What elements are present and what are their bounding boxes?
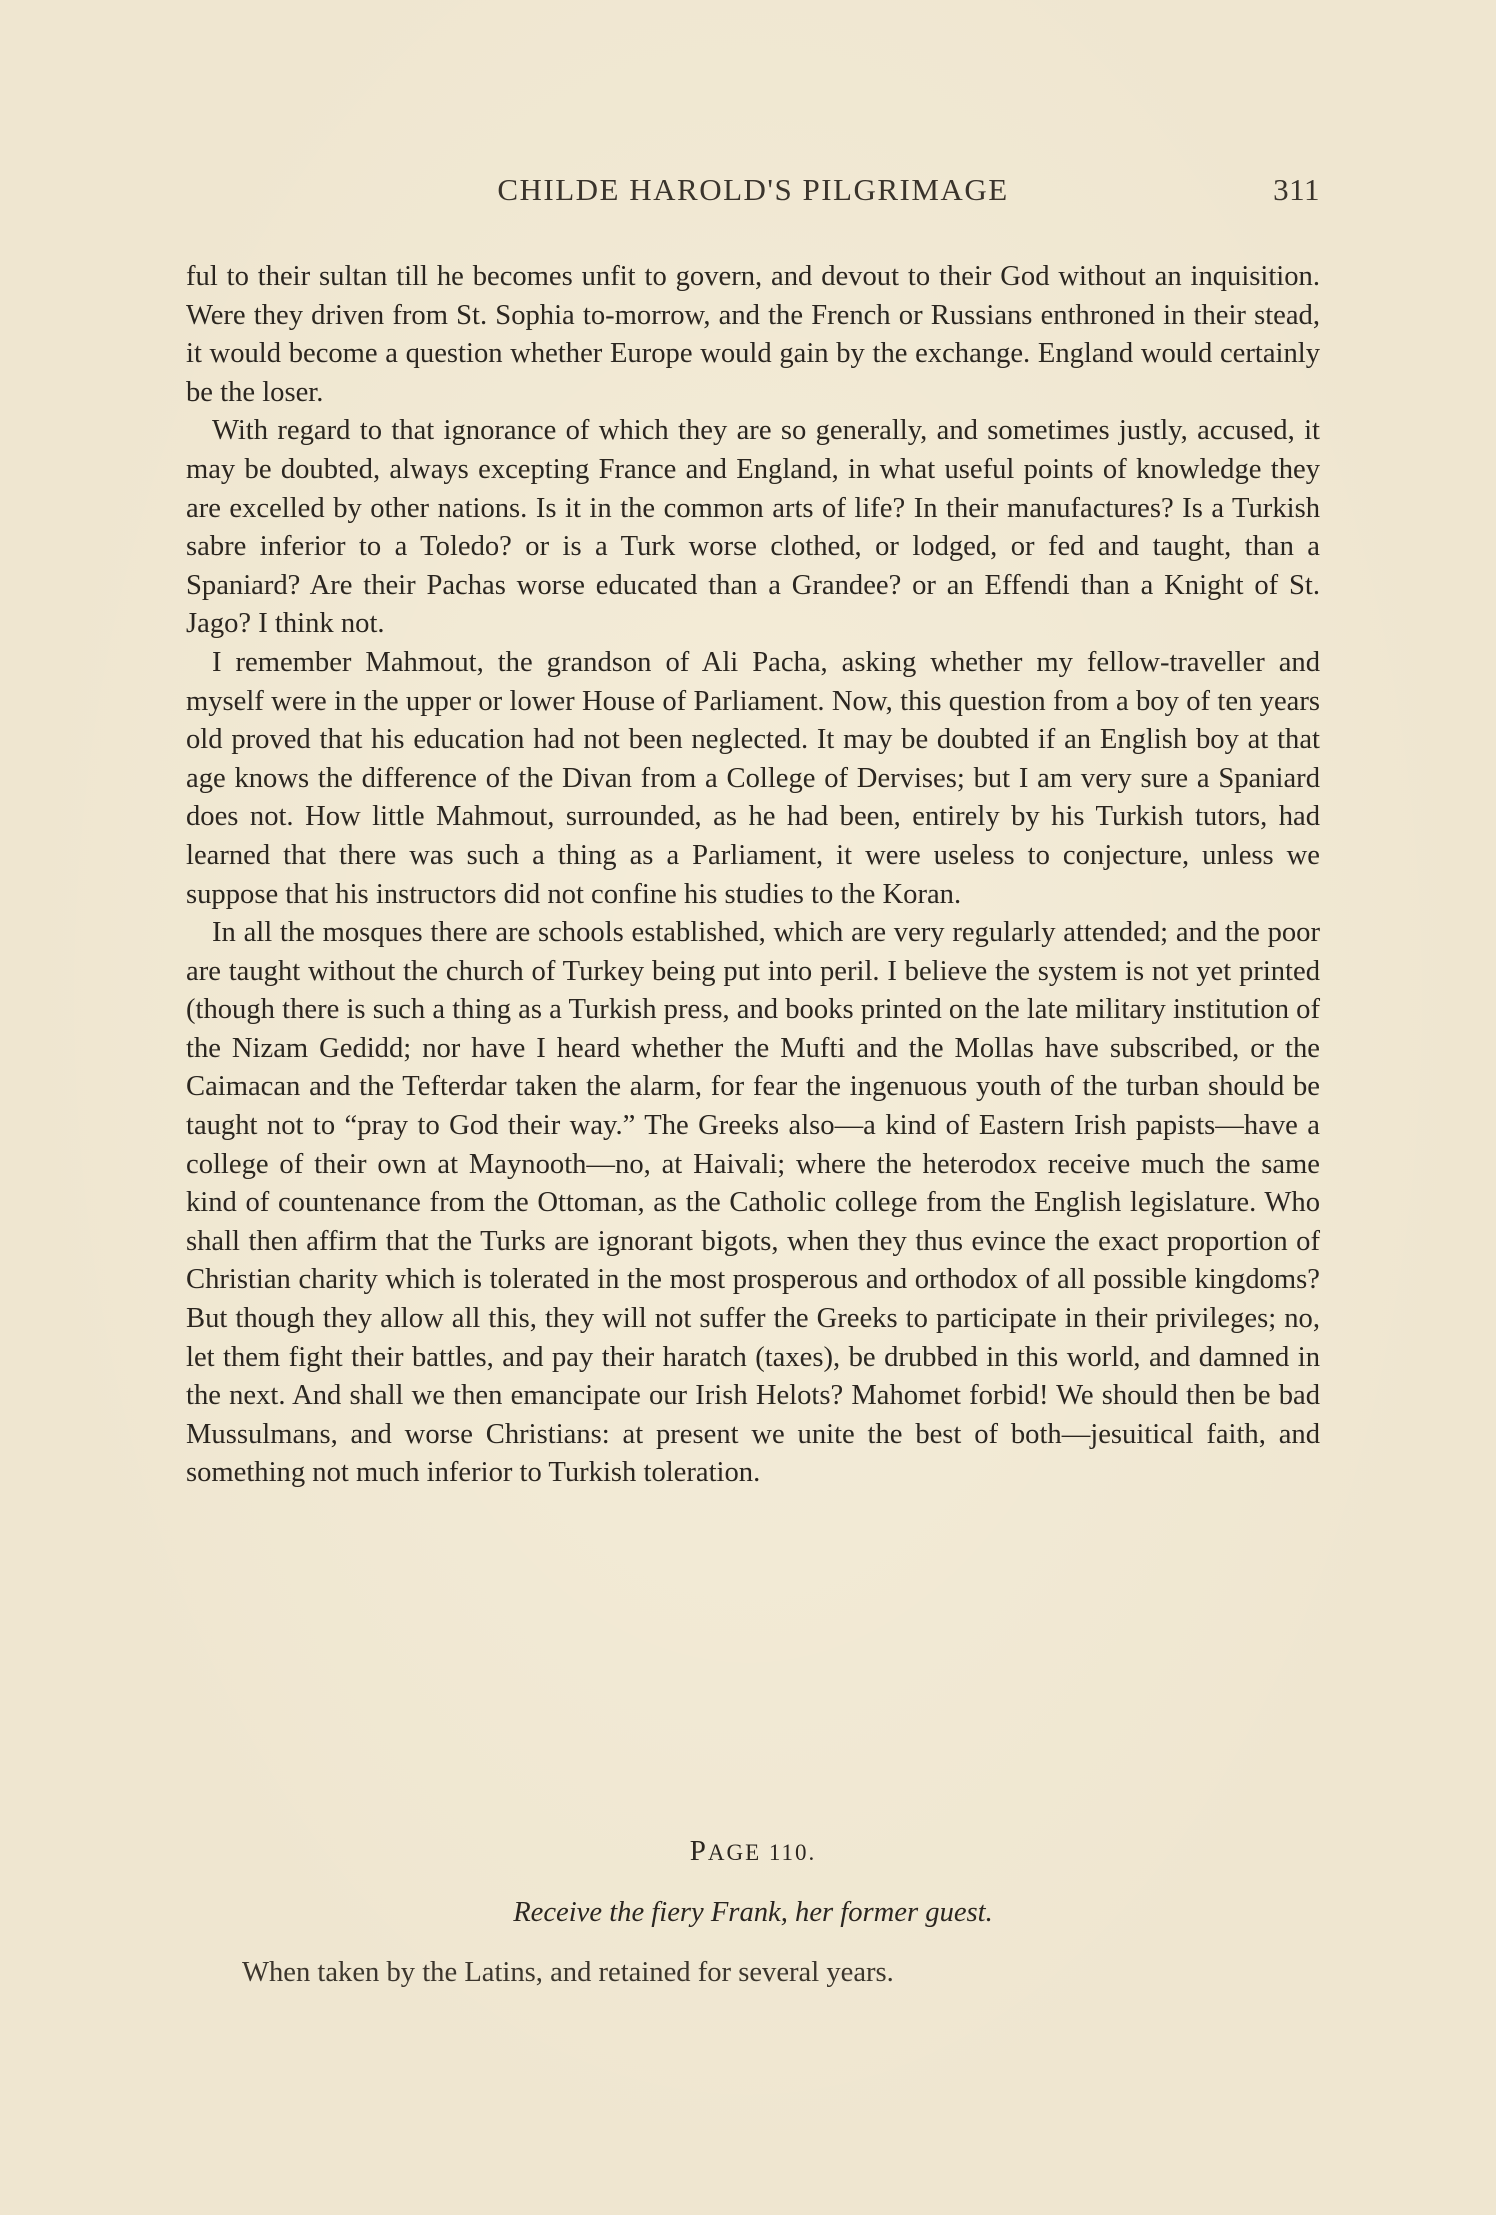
note-text: When taken by the Latins, and retained for several years. <box>242 1957 894 1988</box>
body-text <box>186 258 1320 1493</box>
paragraph-3: I remember Mahmout, the grandson of Ali Pacha, asking whether my fellow-traveller and myself were in the upper or lower House of Parliament. Now, this question from a boy of ten years old proved that his education had not been neglected. It may be doubted if an English boy at that age knows the difference of the Divan from a College of Dervises; but I am very sure a Spaniard does not. How little Mahmout, surrounded, as he had been, entirely by his Turkish tutors, had learned that there was such a thing as a Parliament, it were useless to conjecture, unless we suppose that his instructors did not confine his studies to the Koran. <box>186 646 1320 910</box>
quoted-verse-line: Receive the fiery Frank, her former guest. <box>513 1897 993 1928</box>
paragraph-4: In all the mosques there are schools established, which are very regularly attended; and the poor are taught without the church of Turkey being put into peril. I believe the system is not yet printed (though there is such a thing as a Turkish press, and books printed on the late military institution of the Nizam Gedidd; nor have I heard whether the Mufti and the Mollas have subscribed, or the Caimacan and the Tefterdar taken the alarm, for fear the ingenuous youth of the turban should be taught not to “pray to God their way.” The Greeks also—a kind of Eastern Irish papists—have a college of their own at Maynooth—no, at Haivali; where the heterodox receive much the same kind of countenance from the Ottoman, as the Catholic college from the English legislature. Who shall then affirm that the Turks are ignorant bigots, when they thus evince the exact proportion of Christian charity which is tolerated in the most prosperous and orthodox of all possible kingdoms? But though they allow all this, they will not suffer the Greeks to participate in their privileges; no, let them fight their battles, and pay their haratch (taxes), be drubbed in this world, and damned in the next. And shall we then emancipate our Irish Helots? Mahomet forbid! We should then be bad Mussulmans, and worse Christians: at present we unite the best of both—jesuitical faith, and something not much inferior to Turkish toleration. <box>186 917 1320 1489</box>
note-section <box>186 1832 1320 1992</box>
running-head <box>186 170 1320 210</box>
paragraph-2: With regard to that ignorance of which they are so generally, and sometimes justly, accused, it may be doubted, always excepting France and England, in what useful points of knowledge they are excelled by other nations. Is it in the common arts of life? In their manufactures? Is a Turkish sabre inferior to a Toledo? or is a Turk worse clothed, or lodged, or fed and taught, than a Spaniard? Are their Pachas worse educated than a Grandee? or an Effendi than a Knight of St. Jago? I think not. <box>186 415 1320 640</box>
note-page-heading <box>186 1832 1320 1872</box>
running-title: CHILDE HAROLD'S PILGRIMAGE <box>497 172 1009 207</box>
note-heading-rest: AGE 110. <box>707 1840 817 1865</box>
paragraph-1: ful to their sultan till he becomes unfit to govern, and devout to their God without an inquisition. Were they driven from St. Sophia to-morrow, and the French or Russians enthroned in their stead, it would become a question whether Europe would gain by the exchange. England would certainly be the loser. <box>186 261 1320 408</box>
note-heading-initial: P <box>689 1835 708 1867</box>
page-number: 311 <box>1273 172 1320 207</box>
